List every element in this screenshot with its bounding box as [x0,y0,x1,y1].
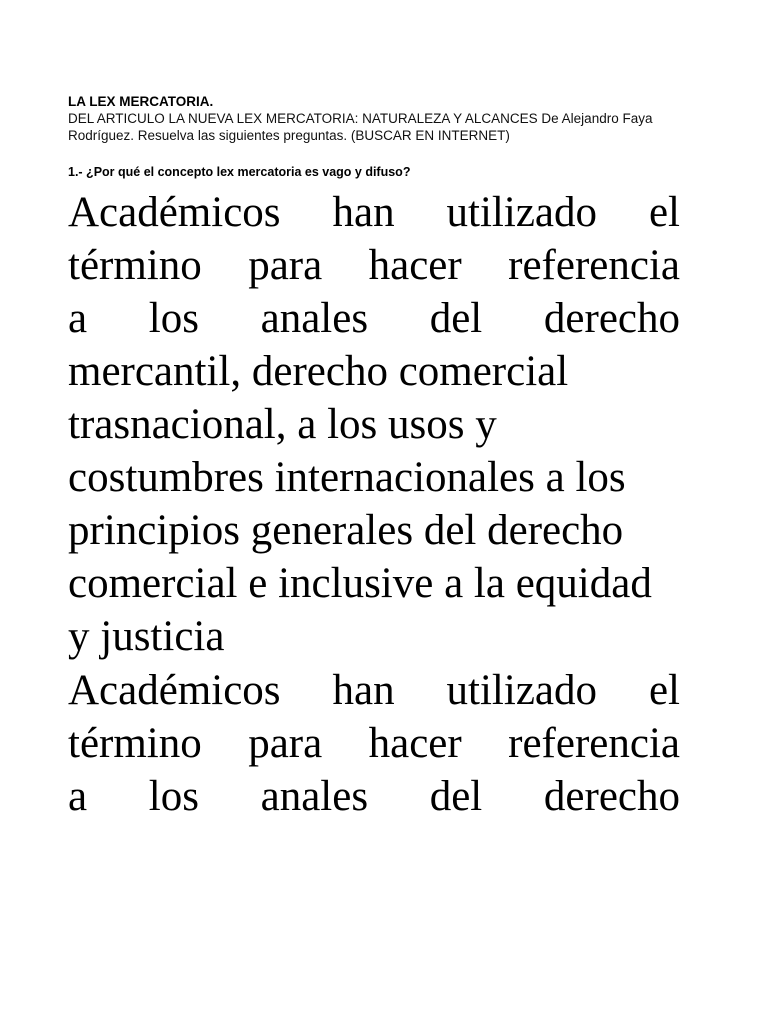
answer-line: costumbres internacionales a los [68,454,626,501]
answer-paragraph [68,186,680,663]
answer-repeat-line: Académicos han utilizado el [68,667,680,714]
answer-repeat-line: término para hacer referencia [68,720,680,767]
answer-line: trasnacional, a los usos y [68,401,497,448]
document-header [68,93,708,144]
answer-line: término para hacer referencia [68,242,680,289]
answer-line: principios generales del derecho [68,507,624,554]
answer-line: a los anales del derecho [68,295,680,342]
answer-line: y justicia [68,613,225,660]
answer-paragraph-repeat [68,664,680,823]
answer-repeat-line: a los anales del derecho [68,773,680,820]
answer-line: comercial e inclusive a la equidad [68,560,652,607]
answer-line: mercantil, derecho comercial [68,348,569,395]
document-intro: DEL ARTICULO LA NUEVA LEX MERCATORIA: NATURALEZA Y ALCANCES De Alejandro Faya Rodríguez. Resuelva las siguientes preguntas. (BUSCAR EN INTERNET) [68,111,653,143]
document-title: LA LEX MERCATORIA. [68,94,214,109]
question-1: 1.- ¿Por qué el concepto lex mercatoria es vago y difuso? [68,165,411,179]
answer-line: Académicos han utilizado el [68,189,680,236]
